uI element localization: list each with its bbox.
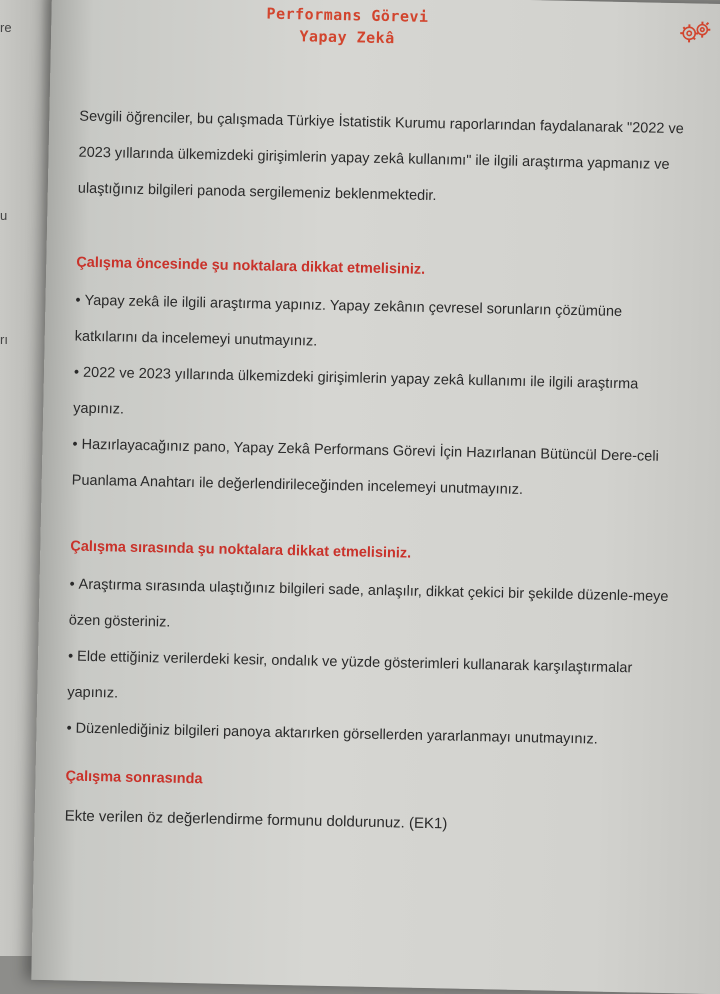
section-after [64,760,670,847]
bullet-text: Elde ettiğiniz verilerdeki kesir, ondalık ve yüzde gösterimleri kullanarak karşılaştırmalar yapınız. [67,649,632,702]
bullet-icon: • [72,437,77,453]
bullet-icon: • [75,293,80,309]
left-page-fragment: rı [0,332,8,347]
section-before [71,247,681,512]
after-instruction: Ekte verilen öz değerlendirme formunu doldurunuz. (EK1) [64,798,670,847]
bullet-item [71,427,677,512]
page-header [247,2,448,50]
bullet-text: Yapay zekâ ile ilgili araştırma yapınız. Yapay zekânın çevresel sorunların çözümüne katkılarını da incelemeyi unutmayınız. [75,293,623,350]
header-subtitle: Yapay Zekâ [247,24,447,50]
header-title: Performans Görevi [247,2,447,28]
section-heading-after: Çalışma sonrasında [65,760,671,805]
bullet-item [73,355,679,440]
bullet-icon: • [66,720,71,736]
document-page [31,0,720,994]
bullet-icon: • [74,365,79,381]
bullet-text: 2022 ve 2023 yıllarında ülkemizdeki girişimlerin yapay zekâ kullanımı ile ilgili araştırma yapınız. [73,365,638,418]
bullet-text: Düzenlediğiniz bilgileri panoya aktarırken görsellerden yararlanmayı unutmayınız. [75,721,598,748]
section-during [66,531,675,760]
section-heading-before: Çalışma öncesinde şu noktalara dikkat etmelisiniz. [76,247,682,292]
bullet-icon: • [68,648,73,664]
gear-cluster-icon [679,18,712,47]
left-page-fragment: u [0,208,7,223]
bullet-item [67,638,673,723]
bullet-item [68,567,674,652]
intro-paragraph: Sevgili öğrenciler, bu çalışmada Türkiye İstatistik Kurumu raporlarından faydalanarak "2022 ve 2023 yıllarında ülkemizdeki girişimlerin yapay zekâ kullanımı" ile ilgili araştırma yapmanız ve ulaştığınız bilgileri panoda sergilemeniz beklenmektedir. [77,99,684,220]
page-body [64,99,684,848]
bullet-icon: • [69,576,74,592]
section-heading-during: Çalışma sırasında şu noktalara dikkat etmelisiniz. [70,531,676,576]
left-page-fragment: re [0,20,12,35]
bullet-item [74,283,680,368]
bullet-text: Hazırlayacağınız pano, Yapay Zekâ Performans Görevi İçin Hazırlanan Bütüncül Dere-celi Puanlama Anahtarı ile değerlendirileceğinden incelemeyi unutmayınız. [72,437,659,498]
bullet-text: Araştırma sırasında ulaştığınız bilgileri sade, anlaşılır, dikkat çekici bir şekilde düzenle-meye özen gösteriniz. [69,577,669,631]
